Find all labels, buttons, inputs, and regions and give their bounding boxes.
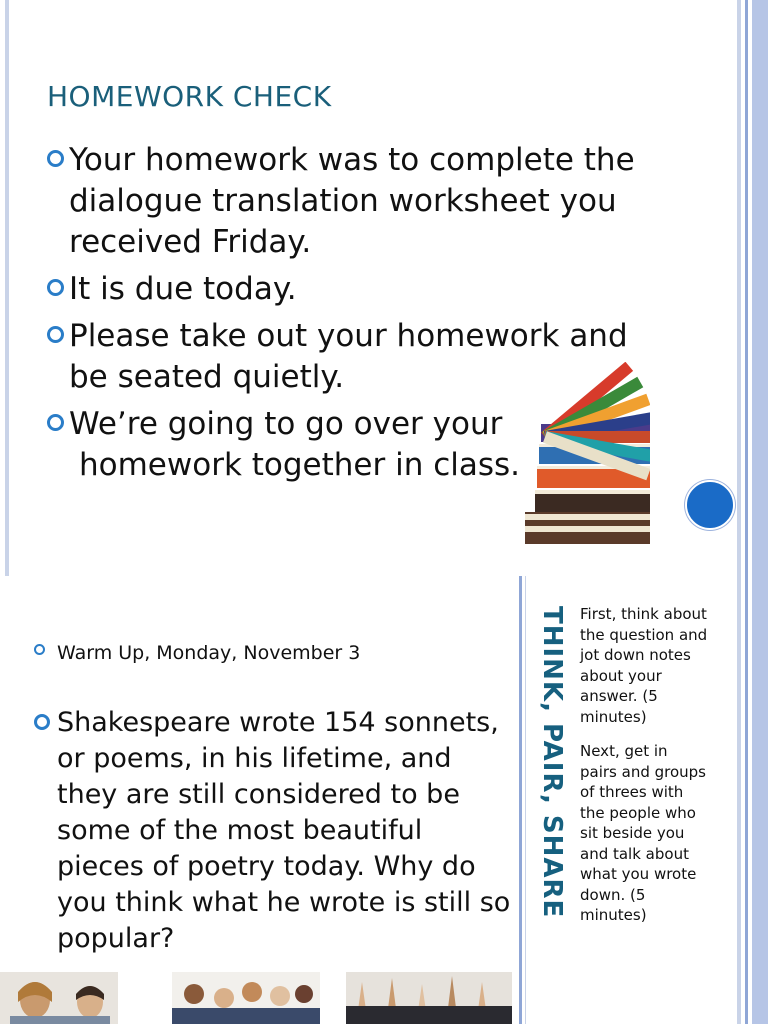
bullet-text-line1: We’re going to go over your xyxy=(69,406,503,442)
bullet-circle-icon xyxy=(47,414,64,431)
bullet-text-line2: homework together in class. xyxy=(79,447,521,483)
bullet-text: It is due today. xyxy=(69,271,297,307)
question-paragraph xyxy=(34,705,517,957)
right-border-bar xyxy=(737,0,741,1024)
bullet-circle-icon xyxy=(34,644,45,655)
right-border-bar xyxy=(752,0,768,1024)
students-photo-1 xyxy=(0,972,118,1024)
bullet-item xyxy=(46,269,646,310)
column-divider-thin xyxy=(525,576,526,1024)
book-stack-image xyxy=(525,362,650,544)
warmup-heading xyxy=(34,642,360,664)
bullet-circle-icon xyxy=(47,150,64,167)
instruction-step-1: First, think about the question and jot down notes about your answer. (5 minutes) xyxy=(580,605,708,726)
warmup-text: Warm Up, Monday, November 3 xyxy=(57,642,361,664)
bullet-circle-icon xyxy=(47,326,64,343)
slide-warm-up xyxy=(0,576,768,1024)
left-border-line xyxy=(5,0,9,576)
slide-title: HOMEWORK CHECK xyxy=(47,80,332,113)
accent-circle xyxy=(685,480,735,530)
right-border-bar xyxy=(745,0,748,1024)
students-photo-2 xyxy=(172,972,320,1024)
instructions-column xyxy=(580,604,708,940)
bullet-item xyxy=(46,140,646,263)
think-pair-share-title xyxy=(533,606,567,986)
bullet-text: Please take out your homework and be seated quietly. xyxy=(69,318,628,395)
column-divider xyxy=(519,576,522,1024)
instruction-step-2: Next, get in pairs and groups of threes with the people who sit beside you and talk about what you wrote down. (5 minutes) xyxy=(580,742,706,924)
bullet-text: Your homework was to complete the dialogue translation worksheet you received Friday. xyxy=(69,142,635,260)
bullet-circle-icon xyxy=(47,279,64,296)
question-text: Shakespeare wrote 154 sonnets, or poems, in his lifetime, and they are still considered to be some of the most beautiful pieces of poetry today. Why do you think what he wrote is still so popular? xyxy=(57,707,511,954)
bullet-circle-icon xyxy=(34,714,50,730)
vertical-title-text: THINK, PAIR, SHARE xyxy=(537,606,567,919)
students-photo-3 xyxy=(346,972,512,1024)
